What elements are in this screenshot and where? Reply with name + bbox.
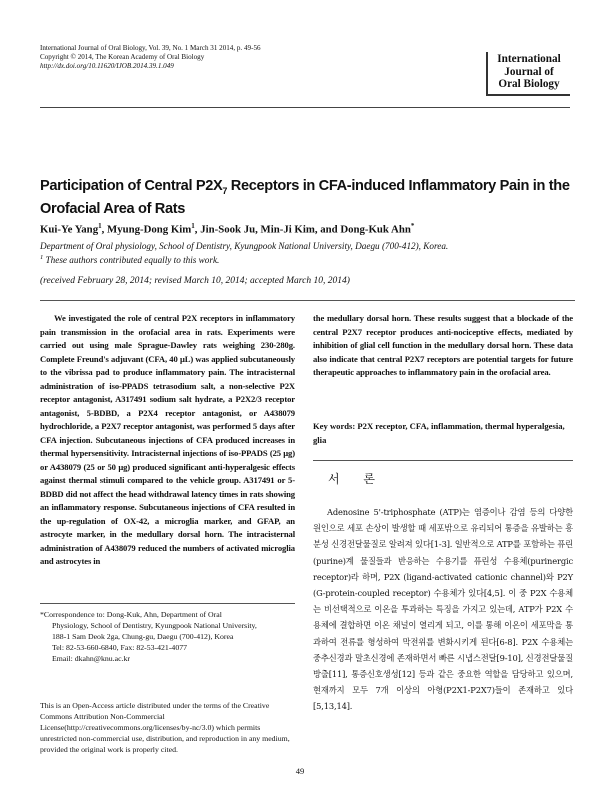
journal-box-line: Oral Biology <box>498 78 560 90</box>
affiliation-block <box>40 241 575 266</box>
journal-logo-box <box>486 52 570 96</box>
affiliation: Department of Oral physiology, School of Dentistry, Kyungpook National University, Daegu (700-412), Korea. <box>40 241 449 251</box>
author-name: Myung-Dong Kim <box>107 223 192 236</box>
correspondence-line: 188-1 Sam Deok 2ga, Chung-gu, Daegu (700-412), Korea <box>52 632 234 641</box>
title-divider <box>40 300 575 301</box>
equal-contribution-note <box>40 252 575 266</box>
journal-citation <box>40 44 400 71</box>
title-subscript: 7 <box>222 185 228 196</box>
introduction-text: Adenosine 5'-triphosphate (ATP)는 염증이나 감염 등의 다양한 원인으로 세포 손상이 발생할 때 세포밖으로 유리되어 통증을 유발하는 흥분성 신경전달물질로 알려져 있다[1-3]. 일반적으로 ATP를 포함하는 퓨린(purine)계 물질들과 반응하는 수용기를 퓨린성 수용체(purinergic receptor)라 하며, P2X (ligand-activated cationic channel)와 P2Y (G-protein-coupled receptor) 수용체가 있다[4,5]. 이 중 P2X 수용체는 비선택적으로 이온을 투과하는 특징을 가지고 있는데, ATP가 P2X 수용체에 결합하면 이온 채널이 열리게 되고, 이를 통해 이온이 세포막을 통과하여 전류를 형성하여 막전위를 변화시키게 된다[6-8]. P2X 수용체는 중추신경과 말초신경에 존재하면서 빠른 시냅스전달[9-10], 신경전달물질방출[11], 통증신호생성[12] 등과 같은 중요한 역할을 담당하고 있으며, 현재까지 모두 7개 이상의 아형(P2X1-P2X7)들이 존재하고 있다[5,13,14]. <box>313 507 573 712</box>
correspondence-line: Physiology, School of Dentistry, Kyungpook National University, <box>52 621 257 630</box>
footnote-divider <box>40 603 295 604</box>
correspondence-line: Tel: 82-53-660-6840, Fax: 82-53-421-4077 <box>52 643 188 652</box>
author-name: Dong-Kuk Ahn <box>340 223 411 236</box>
author-name: Min-Ji Kim <box>260 223 315 236</box>
keywords: Key words: P2X receptor, CFA, inflammation, thermal hyperalgesia, glia <box>313 421 565 445</box>
license-notice: This is an Open-Access article distributed under the terms of the Creative Commons Attribution Non-Commercial License(http://creativecommons.org/licenses/by-nc/3.0) which permits unrestricted non-commercial use, distribution, and reproduction in any medium, provided the original work is properly cited. <box>40 701 290 754</box>
author-name: Jin-Sook Ju <box>200 223 256 236</box>
journal-box-line: Journal of <box>504 65 554 78</box>
correspondence-email[interactable]: Email: dkahn@knu.ac.kr <box>52 654 130 663</box>
author-list: Kui-Ye Yang$^1$, Myung-Dong Kim$^1$, Jin-Sook Ju, Min-Ji Kim, and Dong-Kuk Ahn* <box>40 222 415 236</box>
correspondence-block <box>40 609 298 664</box>
author-mark: 1 <box>98 222 102 230</box>
correspondence-line: *Correspondence to: Dong-Kuk, Ahn, Department of Oral <box>40 610 222 619</box>
doi-link[interactable]: http://dx.doi.org/10.11620/IJOB.2014.39.1.049 <box>40 62 174 70</box>
page-number: 49 <box>295 766 305 776</box>
author-name: Kui-Ye Yang <box>40 223 99 236</box>
abstract-left-column: We investigated the role of central P2X receptors in inflammatory pain transmission in the orofacial area in rats. Experiments were carried out using male Sprague-Dawley rats weighing 230-280g. Complete Freund's adjuvant (CFA, 40 μL) was applied subcutaneously to the vibrissa pad to produce inflammatory pain. The intracisternal administration of iso-PPADS tetrasodium salt, a non-selective P2X receptor antagonist, A317491 sodium salt hydrate, a P2X2/3 receptor antagonist, 5-BDBD, a P2X4 receptor antagonist, or A438079 hydrochloride, a P2X7 receptor antagonist, was performed 5 days after CFA injection. Subcutaneous injections of CFA produced increases in thermal hypersensitivity. Intracisternal injections of iso-PPADS (25 μg) or A438079 (25 or 50 μg) produced significant anti-hyperalgesic effects against thermal stimuli compared to the vehicle group. A317491 or 5-BDBD did not affect the head withdrawal latency times in rats showing an inflammatory response. Subcutaneous injections of CFA resulted in the up-regulation of OX-42, a microglia marker, and GFAP, an astrocyte marker, in the medullary dorsal horn. The intracisternal administration of A438079 reduced the numbers of activated microglia and astrocytes in <box>40 313 295 566</box>
abstract-right-column: the medullary dorsal horn. These results suggest that a blockade of the central P2X7 receptor produces anti-nociceptive effects, mediated by inhibition of glial cell function in the medullary dorsal horn. These data also indicate that central P2X7 receptors are potential targets for future therapeutic approaches to inflammatory pain in the orofacial area. <box>313 313 573 377</box>
section-heading-introduction: 서 론 <box>328 472 385 486</box>
footnote-mark: 1 <box>40 254 44 261</box>
footnote-text: These authors contributed equally to this work. <box>43 255 220 266</box>
author-mark: 1 <box>191 222 195 230</box>
author-mark: * <box>410 222 415 230</box>
article-title <box>40 177 575 219</box>
title-part: Participation of Central P2X <box>40 178 223 194</box>
copyright-line: Copyright © 2014, The Korean Academy of Oral Biology <box>40 53 205 61</box>
title-part: Receptors in CFA-induced Inflammatory Pain in the Orofacial Area of Rats <box>40 178 570 218</box>
header-divider <box>40 107 570 108</box>
received-dates: (received February 28, 2014; revised March 10, 2014; accepted March 10, 2014) <box>40 276 350 286</box>
journal-box-line: International <box>497 53 561 65</box>
section-divider <box>313 460 573 461</box>
journal-volume-line: International Journal of Oral Biology, Vol. 39, No. 1 March 31 2014, p. 49-56 <box>40 44 261 52</box>
